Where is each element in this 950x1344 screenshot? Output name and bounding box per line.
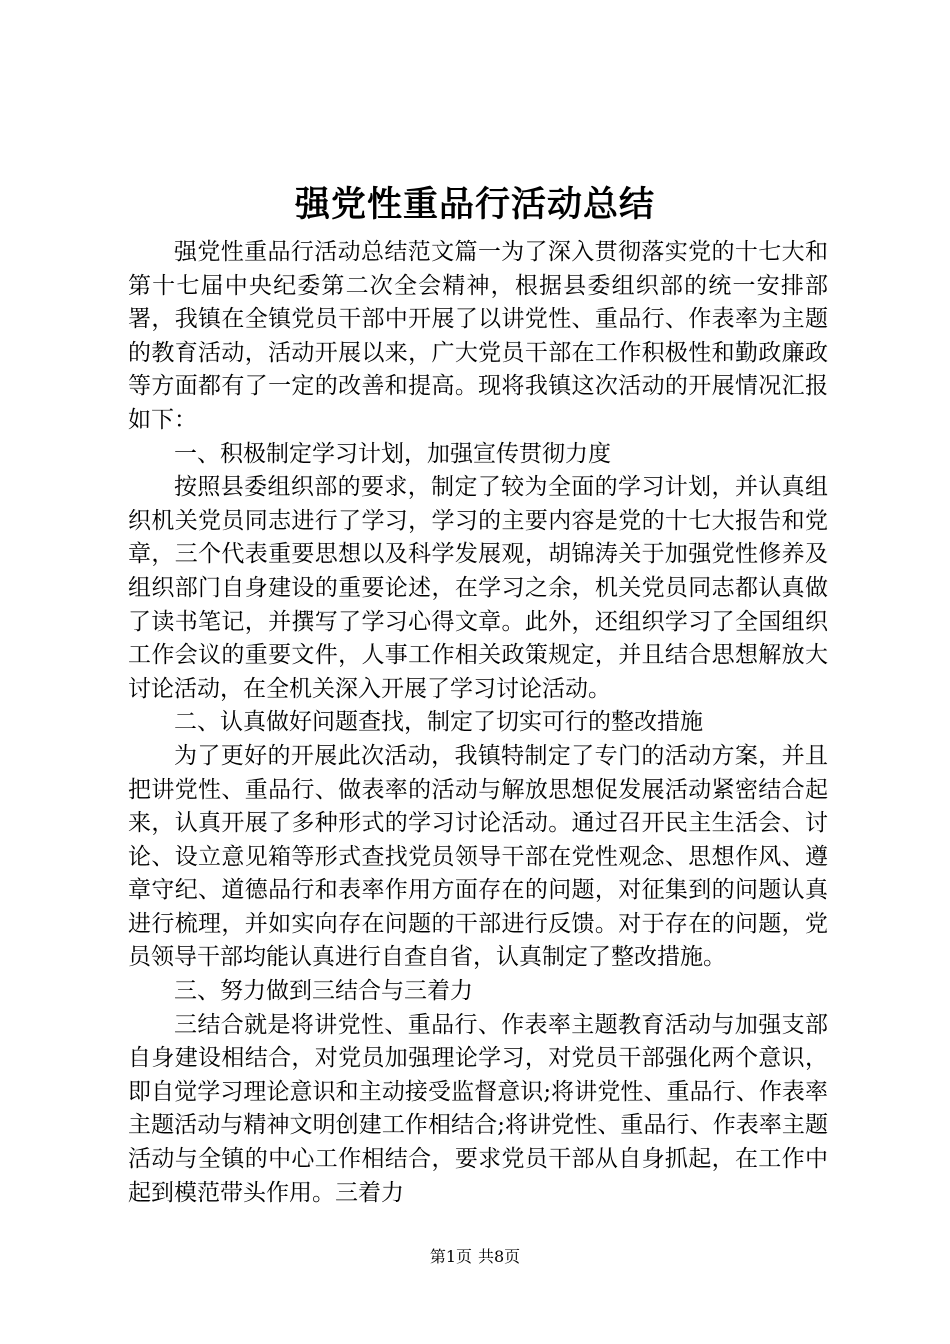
paragraph-section-2: 为了更好的开展此次活动，我镇特制定了专门的活动方案，并且把讲党性、重品行、做表率的活动与解放思想促发展活动紧密结合起来，认真开展了多种形式的学习讨论活动。通过召开民主生活会、讨论、设立意见箱等形式查找党员领导干部在党性观念、思想作风、遵章守纪、道德品行和表率作用方面存在的问题，对征集到的问题认真进行梳理，并如实向存在问题的干部进行反馈。对于存在的问题，党员领导干部均能认真进行自查自省，认真制定了整改措施。 (128, 742, 828, 971)
paragraph-section-1: 按照县委组织部的要求，制定了较为全面的学习计划，并认真组织机关党员同志进行了学习，学习的主要内容是党的十七大报告和党章，三个代表重要思想以及科学发展观，胡锦涛关于加强党性修养及组织部门自身建设的重要论述，在学习之余，机关党员同志都认真做了读书笔记，并撰写了学习心得文章。此外，还组织学习了全国组织工作会议的重要文件，人事工作相关政策规定，并且结合思想解放大讨论活动，在全机关深入开展了学习讨论活动。 (128, 474, 828, 702)
section-heading-3: 三、努力做到三结合与三着力 (174, 978, 473, 1005)
page-total: 共8页 (478, 1247, 521, 1266)
paragraph-section-3: 三结合就是将讲党性、重品行、作表率主题教育活动与加强支部自身建设相结合，对党员加强理论学习，对党员干部强化两个意识，即自觉学习理论意识和主动接受监督意识;将讲党性、重品行、作表率主题活动与精神文明创建工作相结合;将讲党性、重品行、作表率主题活动与全镇的中心工作相结合，要求党员干部从自身抓起，在工作中起到模范带头作用。三着力 (128, 1011, 828, 1206)
section-heading-1: 一、积极制定学习计划，加强宣传贯彻力度 (174, 440, 611, 467)
page-number: 第1页 (429, 1247, 472, 1266)
section-heading-2: 二、认真做好问题查找，制定了切实可行的整改措施 (174, 709, 703, 736)
document-body (128, 236, 828, 1210)
paragraph-intro: 强党性重品行活动总结范文篇一为了深入贯彻落实党的十七大和第十七届中央纪委第二次全会精神，根据县委组织部的统一安排部署，我镇在全镇党员干部中开展了以讲党性、重品行、作表率为主题的教育活动，活动开展以来，广大党员干部在工作积极性和勤政廉政等方面都有了一定的改善和提高。现将我镇这次活动的开展情况汇报如下： (128, 239, 828, 433)
document-title: 强党性重品行活动总结 (294, 184, 655, 225)
page-footer (0, 1246, 950, 1268)
